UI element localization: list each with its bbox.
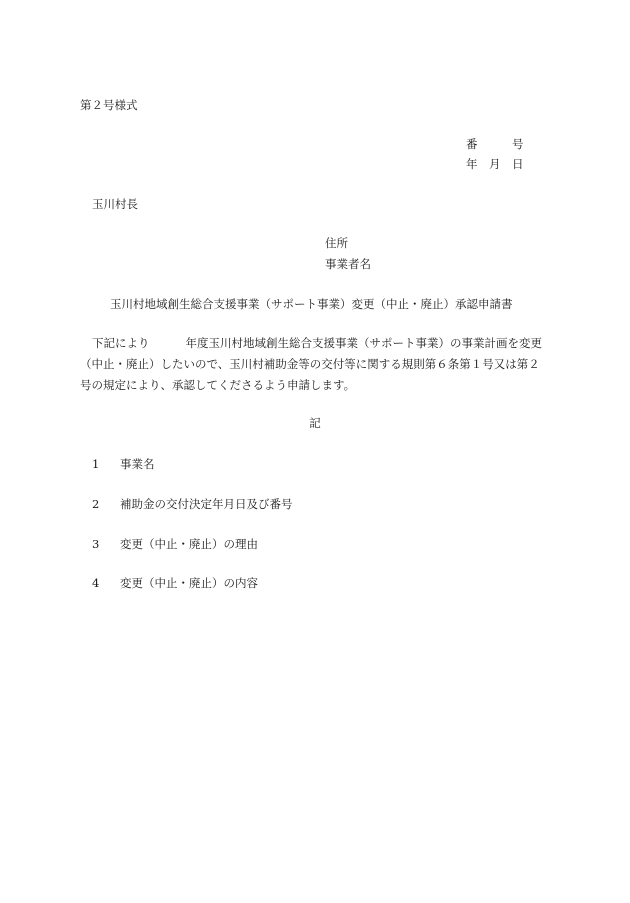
list-item-label: 補助金の交付決定年月日及び番号 [120,497,293,511]
list-item-number: 4 [92,576,100,590]
list-item-label: 変更（中止・廃止）の内容 [120,576,258,590]
form-number: 第２号様式 [80,98,138,112]
document-title: 玉川村地域創生総合支援事業（サポート事業）変更（中止・廃止）承認申請書 [110,297,513,311]
date-year-label: 年 [466,157,478,171]
list-item-label: 変更（中止・廃止）の理由 [120,537,258,551]
document-number-label: 番 [466,137,478,151]
address-label: 住所 [325,236,348,250]
date-month-label: 月 [489,157,501,171]
body-line-1 [80,338,550,359]
body-line-2: （中止・廃止）したいので、玉川村補助金等の交付等に関する規則第６条第１号又は第２ [80,357,540,371]
list-item [92,499,293,511]
body-line-3: 号の規定により、承認してくださるよう申請します。 [80,378,356,392]
applicant-name-label: 事業者名 [325,257,371,271]
body-line-1-start: 下記により [92,336,150,350]
body-paragraph [80,338,550,401]
list-item-number: 1 [92,457,100,471]
list-item [92,459,155,471]
list-item-number: 2 [92,497,100,511]
body-line-1-rest: 年度玉川村地域創生総合支援事業（サポート事業）の事業計画を変更 [185,336,542,350]
list-item-label: 事業名 [120,457,155,471]
date-day-label: 日 [512,157,524,171]
notes-heading: 記 [309,416,321,430]
list-item [92,539,258,551]
list-item-number: 3 [92,537,100,551]
addressee: 玉川村長 [92,197,138,211]
list-item [92,578,258,590]
document-number-suffix: 号 [512,137,524,151]
